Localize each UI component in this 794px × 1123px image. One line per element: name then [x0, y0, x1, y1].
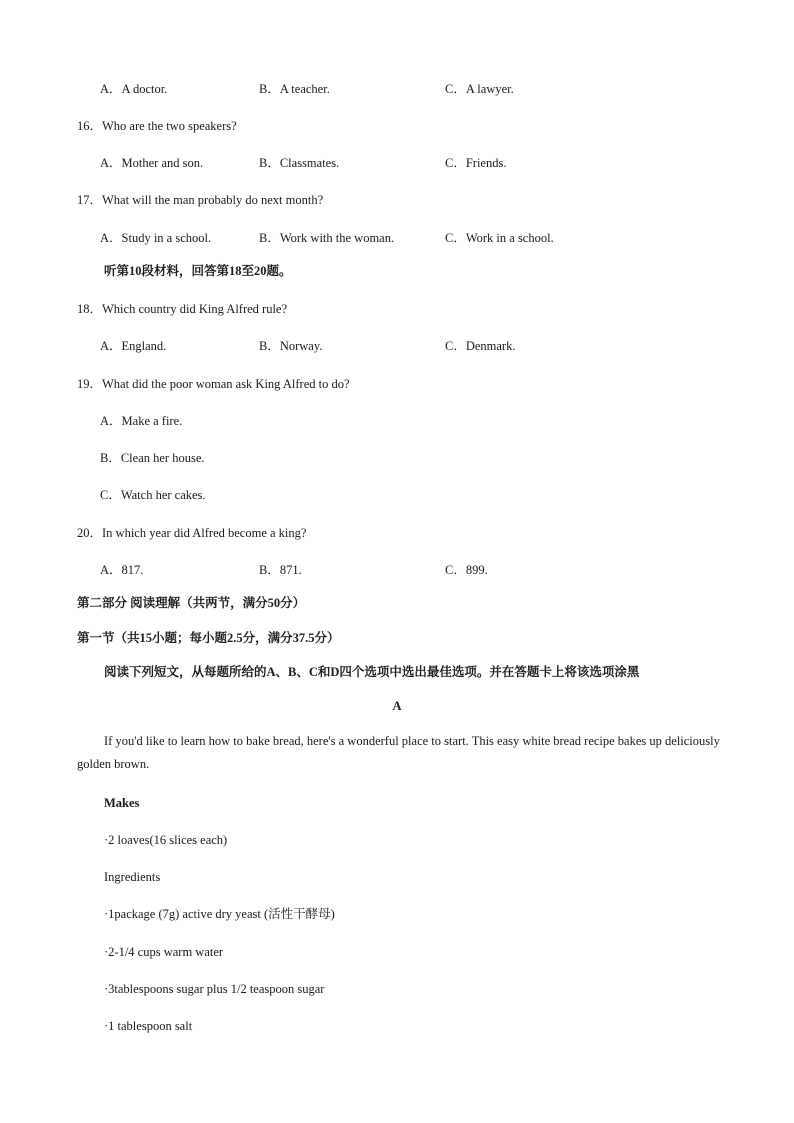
reading-instruction: 阅读下列短文，从每题所给的A、B、C和D四个选项中选出最佳选项。并在答题卡上将该选项涂黑	[104, 665, 640, 679]
q18-option-b: B．Norway.	[259, 339, 323, 353]
makes-value: ·2 loaves(16 slices each)	[104, 833, 228, 847]
q15-option-c: C．A lawyer.	[445, 82, 514, 96]
passage-label: A	[392, 699, 402, 713]
passage-intro: If you'd like to learn how to bake bread, here's a wonderful place to start. This easy white bread recipe bakes up deliciously golden brown.	[77, 734, 720, 771]
ingredients-heading: Ingredients	[104, 870, 161, 884]
section10-instruction: 听第10段材料，回答第18至20题。	[104, 264, 292, 278]
q19-option-b: B．Clean her house.	[100, 451, 205, 465]
ingredient-item: ·1 tablespoon salt	[104, 1019, 193, 1033]
q15-option-b: B．A teacher.	[259, 82, 330, 96]
q17-question: 17．What will the man probably do next month?	[77, 193, 324, 207]
part2-heading: 第二部分 阅读理解（共两节，满分50分）	[77, 596, 306, 610]
makes-heading: Makes	[104, 796, 140, 810]
ingredient-item: ·3tablespoons sugar plus 1/2 teaspoon sugar	[104, 982, 325, 996]
q20-option-b: B．871.	[259, 563, 302, 577]
section1-heading: 第一节（共15小题；每小题2.5分，满分37.5分）	[77, 631, 340, 645]
ingredient-item: ·2-1/4 cups warm water	[104, 945, 224, 959]
q16-option-b: B．Classmates.	[259, 156, 340, 170]
q18-option-c: C．Denmark.	[445, 339, 516, 353]
ingredient-item: ·1package (7g) active dry yeast (活性干酵母)	[104, 907, 335, 921]
q20-option-a: A．817.	[100, 563, 144, 577]
q19-option-a: A．Make a fire.	[100, 414, 183, 428]
q20-option-c: C．899.	[445, 563, 488, 577]
q16-question: 16．Who are the two speakers?	[77, 119, 237, 133]
q17-option-b: B．Work with the woman.	[259, 231, 395, 245]
q18-option-a: A．England.	[100, 339, 167, 353]
q16-option-a: A．Mother and son.	[100, 156, 204, 170]
q16-option-c: C．Friends.	[445, 156, 507, 170]
q15-option-a: A．A doctor.	[100, 82, 168, 96]
q19-option-c: C．Watch her cakes.	[100, 488, 206, 502]
q17-option-a: A．Study in a school.	[100, 231, 212, 245]
q19-question: 19．What did the poor woman ask King Alfred to do?	[77, 377, 350, 391]
q17-option-c: C．Work in a school.	[445, 231, 554, 245]
q18-question: 18．Which country did King Alfred rule?	[77, 302, 288, 316]
q20-question: 20．In which year did Alfred become a king?	[77, 526, 307, 540]
